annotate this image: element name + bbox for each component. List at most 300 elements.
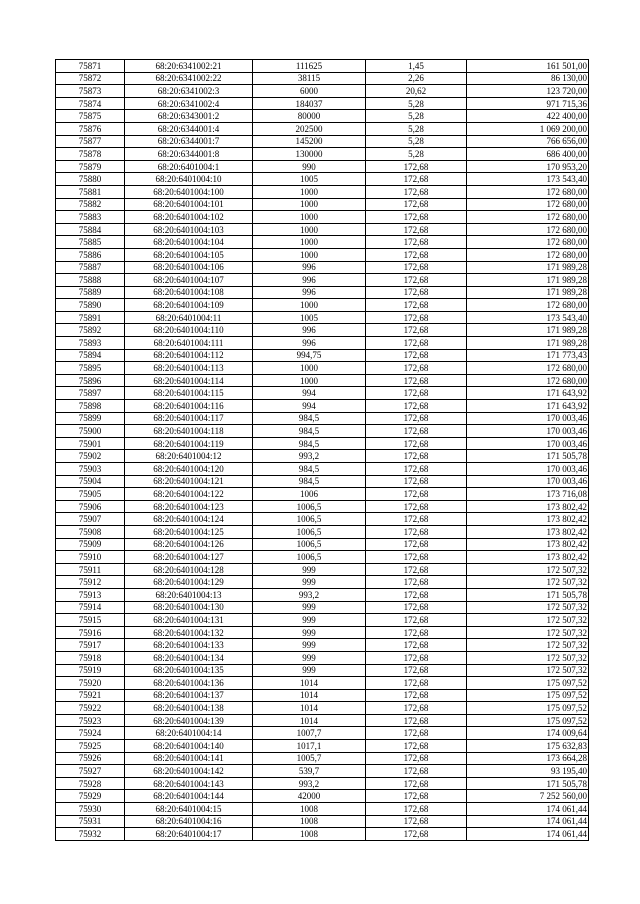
specific-value-cell: 172,68 (366, 299, 467, 312)
specific-value-cell: 172,68 (366, 311, 467, 324)
cadastral-number-cell: 68:20:6401004:15 (125, 803, 253, 816)
area-cell: 984,5 (253, 437, 366, 450)
specific-value-cell: 172,68 (366, 236, 467, 249)
table-row (56, 677, 589, 690)
specific-value-cell: 172,68 (366, 387, 467, 400)
area-cell: 1007,7 (253, 727, 366, 740)
cadastral-value-cell: 171 989,28 (467, 274, 589, 287)
specific-value-cell: 172,68 (366, 160, 467, 173)
specific-value-cell: 172,68 (366, 551, 467, 564)
area-cell: 1000 (253, 299, 366, 312)
cadastral-value-cell: 171 505,78 (467, 450, 589, 463)
cadastral-value-cell: 175 097,52 (467, 714, 589, 727)
row-number-cell: 75910 (56, 551, 125, 564)
specific-value-cell: 2,26 (366, 72, 467, 85)
cadastral-number-cell: 68:20:6401004:10 (125, 173, 253, 186)
cadastral-value-cell: 171 643,92 (467, 400, 589, 413)
cadastral-number-cell: 68:20:6401004:17 (125, 828, 253, 841)
table-row (56, 626, 589, 639)
specific-value-cell: 172,68 (366, 740, 467, 753)
specific-value-cell: 172,68 (366, 525, 467, 538)
specific-value-cell: 172,68 (366, 437, 467, 450)
specific-value-cell: 172,68 (366, 803, 467, 816)
cadastral-value-cell: 171 643,92 (467, 387, 589, 400)
cadastral-value-cell: 174 061,44 (467, 803, 589, 816)
area-cell: 999 (253, 626, 366, 639)
row-number-cell: 75931 (56, 815, 125, 828)
area-cell: 1000 (253, 374, 366, 387)
table-row (56, 664, 589, 677)
area-cell: 42000 (253, 790, 366, 803)
table-row (56, 261, 589, 274)
row-number-cell: 75927 (56, 765, 125, 778)
area-cell: 80000 (253, 110, 366, 123)
cadastral-value-cell: 171 989,28 (467, 324, 589, 337)
row-number-cell: 75890 (56, 299, 125, 312)
specific-value-cell: 172,68 (366, 286, 467, 299)
cadastral-number-cell: 68:20:6401004:125 (125, 525, 253, 538)
row-number-cell: 75923 (56, 714, 125, 727)
cadastral-value-cell: 172 680,00 (467, 248, 589, 261)
table-row (56, 651, 589, 664)
cadastral-value-table (55, 59, 589, 841)
table-row (56, 198, 589, 211)
area-cell: 1000 (253, 236, 366, 249)
table-row (56, 337, 589, 350)
cadastral-number-cell: 68:20:6401004:108 (125, 286, 253, 299)
row-number-cell: 75894 (56, 349, 125, 362)
table-row (56, 463, 589, 476)
row-number-cell: 75881 (56, 185, 125, 198)
row-number-cell: 75906 (56, 500, 125, 513)
area-cell: 1008 (253, 815, 366, 828)
table-row (56, 790, 589, 803)
row-number-cell: 75920 (56, 677, 125, 690)
cadastral-value-cell: 171 505,78 (467, 588, 589, 601)
specific-value-cell: 172,68 (366, 651, 467, 664)
table-row (56, 311, 589, 324)
cadastral-number-cell: 68:20:6401004:106 (125, 261, 253, 274)
table-row (56, 223, 589, 236)
area-cell: 1005 (253, 311, 366, 324)
table-row (56, 110, 589, 123)
cadastral-number-cell: 68:20:6401004:122 (125, 488, 253, 501)
row-number-cell: 75891 (56, 311, 125, 324)
cadastral-number-cell: 68:20:6401004:128 (125, 563, 253, 576)
specific-value-cell: 172,68 (366, 538, 467, 551)
area-cell: 1014 (253, 677, 366, 690)
table-row (56, 727, 589, 740)
table-row (56, 500, 589, 513)
cadastral-value-cell: 170 003,46 (467, 425, 589, 438)
table-row (56, 513, 589, 526)
row-number-cell: 75872 (56, 72, 125, 85)
cadastral-number-cell: 68:20:6401004:120 (125, 463, 253, 476)
table-row (56, 185, 589, 198)
cadastral-number-cell: 68:20:6341002:4 (125, 97, 253, 110)
row-number-cell: 75889 (56, 286, 125, 299)
specific-value-cell: 172,68 (366, 185, 467, 198)
area-cell: 1014 (253, 689, 366, 702)
table-row (56, 160, 589, 173)
table-row (56, 72, 589, 85)
specific-value-cell: 172,68 (366, 261, 467, 274)
row-number-cell: 75901 (56, 437, 125, 450)
area-cell: 6000 (253, 85, 366, 98)
cadastral-number-cell: 68:20:6401004:126 (125, 538, 253, 551)
table-row (56, 601, 589, 614)
cadastral-number-cell: 68:20:6401004:139 (125, 714, 253, 727)
cadastral-value-cell: 170 003,46 (467, 475, 589, 488)
specific-value-cell: 172,68 (366, 500, 467, 513)
area-cell: 1000 (253, 198, 366, 211)
cadastral-value-cell: 172 507,32 (467, 626, 589, 639)
cadastral-value-cell: 174 061,44 (467, 828, 589, 841)
cadastral-number-cell: 68:20:6341002:3 (125, 85, 253, 98)
table-row (56, 387, 589, 400)
table-row (56, 349, 589, 362)
specific-value-cell: 172,68 (366, 425, 467, 438)
row-number-cell: 75886 (56, 248, 125, 261)
area-cell: 1000 (253, 362, 366, 375)
row-number-cell: 75893 (56, 337, 125, 350)
cadastral-value-cell: 173 802,42 (467, 525, 589, 538)
specific-value-cell: 172,68 (366, 337, 467, 350)
table-row (56, 551, 589, 564)
cadastral-value-cell: 172 680,00 (467, 211, 589, 224)
area-cell: 1014 (253, 702, 366, 715)
specific-value-cell: 172,68 (366, 362, 467, 375)
row-number-cell: 75926 (56, 752, 125, 765)
cadastral-value-cell: 172 680,00 (467, 299, 589, 312)
area-cell: 984,5 (253, 412, 366, 425)
cadastral-value-cell: 7 252 560,00 (467, 790, 589, 803)
cadastral-value-cell: 170 003,46 (467, 463, 589, 476)
cadastral-value-cell: 172 507,32 (467, 639, 589, 652)
row-number-cell: 75909 (56, 538, 125, 551)
specific-value-cell: 172,68 (366, 475, 467, 488)
cadastral-number-cell: 68:20:6401004:112 (125, 349, 253, 362)
cadastral-number-cell: 68:20:6401004:140 (125, 740, 253, 753)
row-number-cell: 75880 (56, 173, 125, 186)
area-cell: 996 (253, 261, 366, 274)
area-cell: 1000 (253, 185, 366, 198)
table-row (56, 236, 589, 249)
area-cell: 1000 (253, 211, 366, 224)
cadastral-value-cell: 175 097,52 (467, 677, 589, 690)
table-row (56, 374, 589, 387)
cadastral-number-cell: 68:20:6401004:130 (125, 601, 253, 614)
cadastral-number-cell: 68:20:6401004:1 (125, 160, 253, 173)
cadastral-value-cell: 170 003,46 (467, 437, 589, 450)
area-cell: 996 (253, 337, 366, 350)
specific-value-cell: 172,68 (366, 563, 467, 576)
cadastral-number-cell: 68:20:6401004:119 (125, 437, 253, 450)
specific-value-cell: 20,62 (366, 85, 467, 98)
cadastral-number-cell: 68:20:6401004:110 (125, 324, 253, 337)
table-row (56, 525, 589, 538)
specific-value-cell: 172,68 (366, 374, 467, 387)
row-number-cell: 75888 (56, 274, 125, 287)
area-cell: 999 (253, 601, 366, 614)
specific-value-cell: 5,28 (366, 97, 467, 110)
specific-value-cell: 172,68 (366, 173, 467, 186)
cadastral-value-cell: 173 802,42 (467, 538, 589, 551)
row-number-cell: 75873 (56, 85, 125, 98)
cadastral-value-cell: 172 507,32 (467, 664, 589, 677)
row-number-cell: 75913 (56, 588, 125, 601)
row-number-cell: 75932 (56, 828, 125, 841)
area-cell: 1006,5 (253, 551, 366, 564)
table-row (56, 274, 589, 287)
table-row (56, 702, 589, 715)
table-body (56, 60, 589, 841)
table-row (56, 740, 589, 753)
specific-value-cell: 172,68 (366, 274, 467, 287)
table-row (56, 211, 589, 224)
area-cell: 1006,5 (253, 500, 366, 513)
table-row (56, 362, 589, 375)
cadastral-value-cell: 173 716,08 (467, 488, 589, 501)
specific-value-cell: 5,28 (366, 148, 467, 161)
cadastral-value-cell: 172 507,32 (467, 614, 589, 627)
area-cell: 993,2 (253, 777, 366, 790)
cadastral-number-cell: 68:20:6401004:136 (125, 677, 253, 690)
cadastral-value-cell: 172 507,32 (467, 651, 589, 664)
row-number-cell: 75882 (56, 198, 125, 211)
cadastral-value-cell: 766 656,00 (467, 135, 589, 148)
specific-value-cell: 172,68 (366, 223, 467, 236)
area-cell: 111625 (253, 60, 366, 73)
table-row (56, 563, 589, 576)
specific-value-cell: 172,68 (366, 689, 467, 702)
row-number-cell: 75924 (56, 727, 125, 740)
row-number-cell: 75876 (56, 122, 125, 135)
specific-value-cell: 5,28 (366, 122, 467, 135)
table-row (56, 248, 589, 261)
row-number-cell: 75902 (56, 450, 125, 463)
row-number-cell: 75878 (56, 148, 125, 161)
table-row (56, 437, 589, 450)
area-cell: 984,5 (253, 475, 366, 488)
table-row (56, 122, 589, 135)
row-number-cell: 75911 (56, 563, 125, 576)
cadastral-number-cell: 68:20:6401004:103 (125, 223, 253, 236)
row-number-cell: 75900 (56, 425, 125, 438)
table-row (56, 299, 589, 312)
cadastral-number-cell: 68:20:6344001:4 (125, 122, 253, 135)
cadastral-number-cell: 68:20:6401004:16 (125, 815, 253, 828)
cadastral-number-cell: 68:20:6401004:102 (125, 211, 253, 224)
table-row (56, 450, 589, 463)
cadastral-value-cell: 171 989,28 (467, 286, 589, 299)
specific-value-cell: 172,68 (366, 576, 467, 589)
cadastral-value-cell: 171 773,43 (467, 349, 589, 362)
table-row (56, 475, 589, 488)
row-number-cell: 75919 (56, 664, 125, 677)
area-cell: 999 (253, 576, 366, 589)
specific-value-cell: 172,68 (366, 714, 467, 727)
cadastral-number-cell: 68:20:6401004:117 (125, 412, 253, 425)
area-cell: 993,2 (253, 588, 366, 601)
specific-value-cell: 172,68 (366, 211, 467, 224)
area-cell: 999 (253, 563, 366, 576)
specific-value-cell: 1,45 (366, 60, 467, 73)
table-row (56, 828, 589, 841)
area-cell: 1008 (253, 803, 366, 816)
row-number-cell: 75905 (56, 488, 125, 501)
cadastral-value-cell: 172 507,32 (467, 563, 589, 576)
cadastral-number-cell: 68:20:6401004:101 (125, 198, 253, 211)
cadastral-value-cell: 172 680,00 (467, 374, 589, 387)
table-row (56, 777, 589, 790)
cadastral-number-cell: 68:20:6401004:111 (125, 337, 253, 350)
area-cell: 996 (253, 274, 366, 287)
table-row (56, 135, 589, 148)
row-number-cell: 75929 (56, 790, 125, 803)
row-number-cell: 75871 (56, 60, 125, 73)
cadastral-value-cell: 173 543,40 (467, 173, 589, 186)
cadastral-value-cell: 123 720,00 (467, 85, 589, 98)
table-row (56, 576, 589, 589)
row-number-cell: 75916 (56, 626, 125, 639)
specific-value-cell: 172,68 (366, 488, 467, 501)
specific-value-cell: 172,68 (366, 198, 467, 211)
cadastral-value-cell: 170 003,46 (467, 412, 589, 425)
table-row (56, 752, 589, 765)
cadastral-number-cell: 68:20:6341002:22 (125, 72, 253, 85)
area-cell: 184037 (253, 97, 366, 110)
row-number-cell: 75875 (56, 110, 125, 123)
cadastral-value-cell: 174 061,44 (467, 815, 589, 828)
cadastral-value-cell: 175 097,52 (467, 689, 589, 702)
table-row (56, 689, 589, 702)
row-number-cell: 75914 (56, 601, 125, 614)
table-row (56, 488, 589, 501)
area-cell: 999 (253, 639, 366, 652)
row-number-cell: 75928 (56, 777, 125, 790)
area-cell: 145200 (253, 135, 366, 148)
cadastral-number-cell: 68:20:6343001:2 (125, 110, 253, 123)
specific-value-cell: 172,68 (366, 815, 467, 828)
cadastral-number-cell: 68:20:6401004:124 (125, 513, 253, 526)
cadastral-number-cell: 68:20:6401004:127 (125, 551, 253, 564)
cadastral-number-cell: 68:20:6401004:142 (125, 765, 253, 778)
cadastral-number-cell: 68:20:6401004:138 (125, 702, 253, 715)
cadastral-number-cell: 68:20:6341002:21 (125, 60, 253, 73)
cadastral-value-cell: 172 680,00 (467, 198, 589, 211)
row-number-cell: 75896 (56, 374, 125, 387)
cadastral-number-cell: 68:20:6344001:7 (125, 135, 253, 148)
area-cell: 1000 (253, 223, 366, 236)
cadastral-number-cell: 68:20:6401004:114 (125, 374, 253, 387)
cadastral-number-cell: 68:20:6401004:118 (125, 425, 253, 438)
cadastral-value-cell: 174 009,64 (467, 727, 589, 740)
row-number-cell: 75912 (56, 576, 125, 589)
cadastral-number-cell: 68:20:6401004:11 (125, 311, 253, 324)
area-cell: 999 (253, 651, 366, 664)
cadastral-number-cell: 68:20:6401004:123 (125, 500, 253, 513)
table-row (56, 614, 589, 627)
cadastral-number-cell: 68:20:6401004:12 (125, 450, 253, 463)
area-cell: 1000 (253, 248, 366, 261)
specific-value-cell: 172,68 (366, 702, 467, 715)
cadastral-value-cell: 172 680,00 (467, 362, 589, 375)
area-cell: 996 (253, 286, 366, 299)
cadastral-value-cell: 86 130,00 (467, 72, 589, 85)
table-row (56, 324, 589, 337)
area-cell: 1008 (253, 828, 366, 841)
cadastral-value-cell: 422 400,00 (467, 110, 589, 123)
row-number-cell: 75874 (56, 97, 125, 110)
table-row (56, 148, 589, 161)
cadastral-number-cell: 68:20:6401004:14 (125, 727, 253, 740)
row-number-cell: 75922 (56, 702, 125, 715)
table-row (56, 803, 589, 816)
cadastral-value-cell: 172 680,00 (467, 236, 589, 249)
area-cell: 994 (253, 400, 366, 413)
area-cell: 994 (253, 387, 366, 400)
cadastral-number-cell: 68:20:6401004:100 (125, 185, 253, 198)
cadastral-value-cell: 172 680,00 (467, 185, 589, 198)
cadastral-value-cell: 173 802,42 (467, 551, 589, 564)
area-cell: 993,2 (253, 450, 366, 463)
specific-value-cell: 172,68 (366, 450, 467, 463)
cadastral-value-cell: 971 715,36 (467, 97, 589, 110)
cadastral-number-cell: 68:20:6344001:8 (125, 148, 253, 161)
table-row (56, 815, 589, 828)
area-cell: 38115 (253, 72, 366, 85)
cadastral-value-cell: 173 802,42 (467, 500, 589, 513)
table-row (56, 173, 589, 186)
cadastral-value-cell: 1 069 200,00 (467, 122, 589, 135)
specific-value-cell: 172,68 (366, 248, 467, 261)
table-row (56, 400, 589, 413)
table-row (56, 60, 589, 73)
row-number-cell: 75897 (56, 387, 125, 400)
cadastral-value-cell: 171 505,78 (467, 777, 589, 790)
cadastral-value-cell: 161 501,00 (467, 60, 589, 73)
area-cell: 1014 (253, 714, 366, 727)
specific-value-cell: 172,68 (366, 677, 467, 690)
cadastral-number-cell: 68:20:6401004:131 (125, 614, 253, 627)
area-cell: 994,75 (253, 349, 366, 362)
cadastral-value-cell: 171 989,28 (467, 337, 589, 350)
specific-value-cell: 172,68 (366, 626, 467, 639)
row-number-cell: 75884 (56, 223, 125, 236)
area-cell: 990 (253, 160, 366, 173)
specific-value-cell: 172,68 (366, 727, 467, 740)
row-number-cell: 75918 (56, 651, 125, 664)
cadastral-value-cell: 172 680,00 (467, 223, 589, 236)
row-number-cell: 75877 (56, 135, 125, 148)
specific-value-cell: 172,68 (366, 513, 467, 526)
cadastral-number-cell: 68:20:6401004:13 (125, 588, 253, 601)
area-cell: 996 (253, 324, 366, 337)
cadastral-value-cell: 175 097,52 (467, 702, 589, 715)
table-row (56, 85, 589, 98)
cadastral-number-cell: 68:20:6401004:141 (125, 752, 253, 765)
cadastral-number-cell: 68:20:6401004:107 (125, 274, 253, 287)
area-cell: 1005 (253, 173, 366, 186)
specific-value-cell: 172,68 (366, 752, 467, 765)
specific-value-cell: 5,28 (366, 135, 467, 148)
area-cell: 984,5 (253, 425, 366, 438)
specific-value-cell: 172,68 (366, 614, 467, 627)
cadastral-number-cell: 68:20:6401004:143 (125, 777, 253, 790)
table-row (56, 425, 589, 438)
row-number-cell: 75921 (56, 689, 125, 702)
